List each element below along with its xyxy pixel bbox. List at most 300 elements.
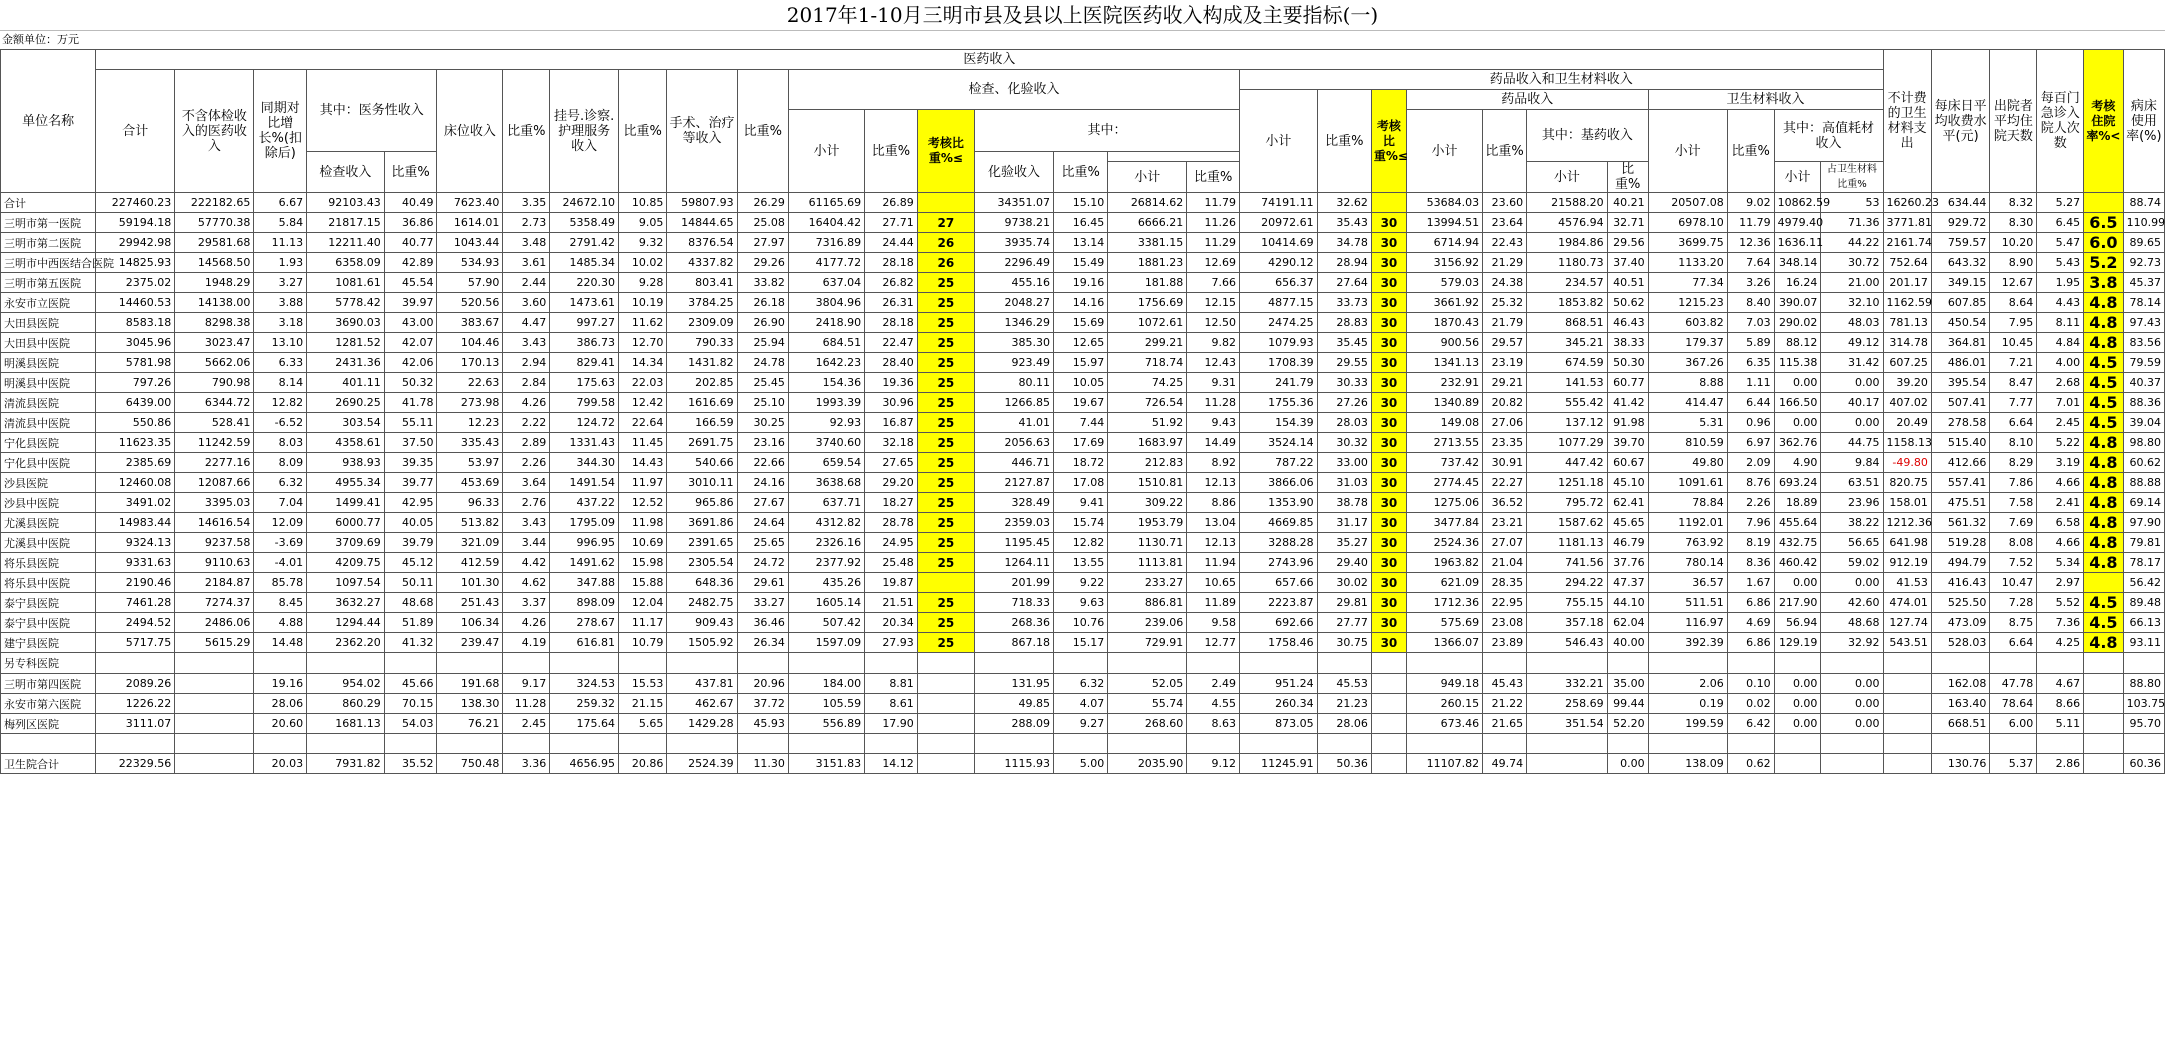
cell: 40.05 bbox=[384, 513, 437, 533]
cell: 9.82 bbox=[1187, 333, 1240, 353]
cell: 1180.73 bbox=[1527, 253, 1608, 273]
cell: 48.68 bbox=[384, 593, 437, 613]
cell bbox=[917, 734, 974, 754]
cell: 24.78 bbox=[737, 353, 788, 373]
cell: 16260.23 bbox=[1883, 193, 1931, 213]
cell: 11623.35 bbox=[96, 433, 175, 453]
cell: 2362.20 bbox=[307, 633, 385, 653]
table-row bbox=[1, 633, 2165, 653]
cell: 1510.81 bbox=[1108, 473, 1187, 493]
cell bbox=[384, 734, 437, 754]
cell: 0.00 bbox=[1821, 694, 1883, 714]
cell: 25 bbox=[917, 273, 974, 293]
cell: 41.53 bbox=[1883, 573, 1931, 593]
cell: 4.8 bbox=[2084, 473, 2124, 493]
cell: 1181.13 bbox=[1527, 533, 1608, 553]
cell: 2359.03 bbox=[974, 513, 1053, 533]
table-row bbox=[1, 233, 2165, 253]
cell: 900.56 bbox=[1406, 333, 1482, 353]
cell: 780.14 bbox=[1648, 553, 1727, 573]
cell: 2.06 bbox=[1648, 674, 1727, 694]
cell bbox=[1607, 653, 1648, 674]
cell: 1.95 bbox=[2037, 273, 2084, 293]
cell: 104.46 bbox=[437, 333, 503, 353]
cell: 1429.28 bbox=[667, 714, 737, 734]
cell: 525.50 bbox=[1931, 593, 1990, 613]
cell: 42.95 bbox=[384, 493, 437, 513]
cell: 99.44 bbox=[1607, 694, 1648, 714]
cell: 2774.45 bbox=[1406, 473, 1482, 493]
cell bbox=[1883, 714, 1931, 734]
cell: 20.03 bbox=[254, 754, 307, 774]
cell: 364.81 bbox=[1931, 333, 1990, 353]
cell bbox=[1527, 734, 1608, 754]
cell: 4.88 bbox=[254, 613, 307, 633]
cell: 1281.52 bbox=[307, 333, 385, 353]
cell: 201.99 bbox=[974, 573, 1053, 593]
cell: 32.92 bbox=[1821, 633, 1883, 653]
cell: 149.08 bbox=[1406, 413, 1482, 433]
cell: 534.93 bbox=[437, 253, 503, 273]
cell: 9.12 bbox=[1187, 754, 1240, 774]
cell: 820.75 bbox=[1883, 473, 1931, 493]
cell: 2474.25 bbox=[1240, 313, 1318, 333]
cell: 7.21 bbox=[1990, 353, 2037, 373]
cell: 11.89 bbox=[1187, 593, 1240, 613]
cell: 96.33 bbox=[437, 493, 503, 513]
cell: 607.85 bbox=[1931, 293, 1990, 313]
cell: 0.00 bbox=[1821, 373, 1883, 393]
cell: 511.51 bbox=[1648, 593, 1727, 613]
cell: 996.95 bbox=[550, 533, 619, 553]
cell: 80.11 bbox=[974, 373, 1053, 393]
table-row bbox=[1, 493, 2165, 513]
cell: 3477.84 bbox=[1406, 513, 1482, 533]
cell: 0.00 bbox=[1774, 373, 1821, 393]
cell: 47.37 bbox=[1607, 573, 1648, 593]
cell: 9.63 bbox=[1054, 593, 1108, 613]
cell: 44.75 bbox=[1821, 433, 1883, 453]
cell: 30 bbox=[1371, 533, 1406, 553]
cell: 232.91 bbox=[1406, 373, 1482, 393]
cell: 39.70 bbox=[1607, 433, 1648, 453]
cell: 437.22 bbox=[550, 493, 619, 513]
cell: 25 bbox=[917, 373, 974, 393]
cell bbox=[175, 754, 254, 774]
cell: 21.22 bbox=[1483, 694, 1527, 714]
cell: 515.40 bbox=[1931, 433, 1990, 453]
col-service-sub: 小计 bbox=[1108, 162, 1187, 193]
cell: 546.43 bbox=[1527, 633, 1608, 653]
cell: 32.62 bbox=[1317, 193, 1371, 213]
cell: 34351.07 bbox=[974, 193, 1053, 213]
cell: 6.32 bbox=[1054, 674, 1108, 694]
cell: 7.95 bbox=[1990, 313, 2037, 333]
cell: 14616.54 bbox=[175, 513, 254, 533]
cell: 39.20 bbox=[1883, 373, 1931, 393]
cell: 39.77 bbox=[384, 473, 437, 493]
cell: 7.36 bbox=[2037, 613, 2084, 633]
cell: 28.18 bbox=[865, 253, 918, 273]
cell: 303.54 bbox=[307, 413, 385, 433]
cell: 2.73 bbox=[503, 213, 550, 233]
cell: 335.43 bbox=[437, 433, 503, 453]
cell: 59194.18 bbox=[96, 213, 175, 233]
cell: 29.57 bbox=[1483, 333, 1527, 353]
cell: 8376.54 bbox=[667, 233, 737, 253]
cell: 401.11 bbox=[307, 373, 385, 393]
cell: 53.97 bbox=[437, 453, 503, 473]
cell: 8.75 bbox=[1990, 613, 2037, 633]
cell: 12.65 bbox=[1054, 333, 1108, 353]
cell: 24.64 bbox=[737, 513, 788, 533]
cell: 648.36 bbox=[667, 573, 737, 593]
cell: 1491.54 bbox=[550, 473, 619, 493]
cell bbox=[1883, 734, 1931, 754]
cell: 3804.96 bbox=[788, 293, 864, 313]
cell: 184.00 bbox=[788, 674, 864, 694]
cell: 27.07 bbox=[1483, 533, 1527, 553]
cell: 37.50 bbox=[384, 433, 437, 453]
cell: 3.27 bbox=[254, 273, 307, 293]
cell: 59.02 bbox=[1821, 553, 1883, 573]
cell: 29.55 bbox=[1317, 353, 1371, 373]
cell bbox=[1317, 734, 1371, 754]
cell: 27.64 bbox=[1317, 273, 1371, 293]
cell: 78.17 bbox=[2123, 553, 2164, 573]
cell: 78.84 bbox=[1648, 493, 1727, 513]
cell: 25 bbox=[917, 633, 974, 653]
cell: 15.69 bbox=[1054, 313, 1108, 333]
cell: 616.81 bbox=[550, 633, 619, 653]
cell: 162.08 bbox=[1931, 674, 1990, 694]
cell: 299.21 bbox=[1108, 333, 1187, 353]
cell: 38.33 bbox=[1607, 333, 1648, 353]
cell: 43.00 bbox=[384, 313, 437, 333]
cell: 32.10 bbox=[1821, 293, 1883, 313]
cell: 435.26 bbox=[788, 573, 864, 593]
cell: 50.11 bbox=[384, 573, 437, 593]
row-label: 卫生院合计 bbox=[1, 754, 96, 774]
cell: 4.47 bbox=[503, 313, 550, 333]
cell: 4669.85 bbox=[1240, 513, 1318, 533]
cell: 24.95 bbox=[865, 533, 918, 553]
cell: 474.01 bbox=[1883, 593, 1931, 613]
cell: 12211.40 bbox=[307, 233, 385, 253]
cell: 3.64 bbox=[503, 473, 550, 493]
cell bbox=[917, 694, 974, 714]
cell: 6.86 bbox=[1727, 633, 1774, 653]
cell: 30 bbox=[1371, 513, 1406, 533]
cell: 1192.01 bbox=[1648, 513, 1727, 533]
cell: 25.45 bbox=[737, 373, 788, 393]
cell: 13.55 bbox=[1054, 553, 1108, 573]
cell bbox=[175, 734, 254, 754]
cell: 42.07 bbox=[384, 333, 437, 353]
cell: 5.84 bbox=[254, 213, 307, 233]
col-hv-mat: 其中：高值耗材收入 bbox=[1774, 110, 1883, 162]
cell bbox=[974, 734, 1053, 754]
cell: 3.36 bbox=[503, 754, 550, 774]
cell: 60.62 bbox=[2123, 453, 2164, 473]
row-label: 永安市第六医院 bbox=[1, 694, 96, 714]
cell: 621.09 bbox=[1406, 573, 1482, 593]
cell: 1226.22 bbox=[96, 694, 175, 714]
cell: 8.11 bbox=[2037, 313, 2084, 333]
cell: 2161.74 bbox=[1883, 233, 1931, 253]
cell bbox=[2123, 653, 2164, 674]
cell: 10.76 bbox=[1054, 613, 1108, 633]
cell: 103.75 bbox=[2123, 694, 2164, 714]
row-label: 清流县医院 bbox=[1, 393, 96, 413]
cell: 89.65 bbox=[2123, 233, 2164, 253]
cell: 0.10 bbox=[1727, 674, 1774, 694]
cell: 45.43 bbox=[1483, 674, 1527, 694]
cell: 10.19 bbox=[619, 293, 667, 313]
table-row bbox=[1, 333, 2165, 353]
cell: 8.36 bbox=[1727, 553, 1774, 573]
cell: 949.18 bbox=[1406, 674, 1482, 694]
col-drug: 药品收入 bbox=[1406, 90, 1648, 110]
row-label: 建宁县医院 bbox=[1, 633, 96, 653]
cell: 4979.40 bbox=[1774, 213, 1821, 233]
cell: 97.43 bbox=[2123, 313, 2164, 333]
cell: 25.65 bbox=[737, 533, 788, 553]
cell: 26.34 bbox=[737, 633, 788, 653]
cell: 829.41 bbox=[550, 353, 619, 373]
row-label: 尤溪县中医院 bbox=[1, 533, 96, 553]
cell: 6.32 bbox=[254, 473, 307, 493]
cell: 88.36 bbox=[2123, 393, 2164, 413]
col-bed-use: 病床使用率(%) bbox=[2123, 50, 2164, 193]
cell: 191.68 bbox=[437, 674, 503, 694]
cell: 20507.08 bbox=[1648, 193, 1727, 213]
cell: 95.70 bbox=[2123, 714, 2164, 734]
cell: 637.71 bbox=[788, 493, 864, 513]
cell: 179.37 bbox=[1648, 333, 1727, 353]
row-label: 三明市第四医院 bbox=[1, 674, 96, 694]
cell bbox=[1371, 734, 1406, 754]
cell: 60.77 bbox=[1607, 373, 1648, 393]
cell: 324.53 bbox=[550, 674, 619, 694]
cell: 2713.55 bbox=[1406, 433, 1482, 453]
cell: 27.93 bbox=[865, 633, 918, 653]
cell: 20.82 bbox=[1483, 393, 1527, 413]
cell: 4.5 bbox=[2084, 353, 2124, 373]
cell: 48.03 bbox=[1821, 313, 1883, 333]
cell: 57.90 bbox=[437, 273, 503, 293]
cell: 8.92 bbox=[1187, 453, 1240, 473]
cell: 28.83 bbox=[1317, 313, 1371, 333]
cell: 42.06 bbox=[384, 353, 437, 373]
cell: 2190.46 bbox=[96, 573, 175, 593]
col-material: 卫生材料收入 bbox=[1648, 90, 1883, 110]
cell: 929.72 bbox=[1931, 213, 1990, 233]
cell: 27.71 bbox=[865, 213, 918, 233]
cell: 5717.75 bbox=[96, 633, 175, 653]
cell bbox=[917, 754, 974, 774]
col-exam: 检查收入 bbox=[307, 152, 385, 193]
cell: 37.76 bbox=[1607, 553, 1648, 573]
cell: 3111.07 bbox=[96, 714, 175, 734]
cell: 555.42 bbox=[1527, 393, 1608, 413]
cell: 78.14 bbox=[2123, 293, 2164, 313]
cell: 4290.12 bbox=[1240, 253, 1318, 273]
cell: 19.67 bbox=[1054, 393, 1108, 413]
cell: 239.06 bbox=[1108, 613, 1187, 633]
cell: 6358.09 bbox=[307, 253, 385, 273]
col-basic-ratio: 比重% bbox=[1607, 162, 1648, 193]
table-row bbox=[1, 533, 2165, 553]
cell: 116.97 bbox=[1648, 613, 1727, 633]
cell: 8.47 bbox=[1990, 373, 2037, 393]
cell: 2.94 bbox=[503, 353, 550, 373]
cell: 202.85 bbox=[667, 373, 737, 393]
cell: 383.67 bbox=[437, 313, 503, 333]
cell: 3935.74 bbox=[974, 233, 1053, 253]
cell: 1081.61 bbox=[307, 273, 385, 293]
cell: 455.16 bbox=[974, 273, 1053, 293]
cell: 3.44 bbox=[503, 533, 550, 553]
cell: 11.79 bbox=[1727, 213, 1774, 233]
cell: 25 bbox=[917, 553, 974, 573]
cell: 25 bbox=[917, 533, 974, 553]
col-bed-ratio: 比重% bbox=[503, 70, 550, 193]
cell: 3.8 bbox=[2084, 273, 2124, 293]
cell: 12.36 bbox=[1727, 233, 1774, 253]
cell bbox=[307, 653, 385, 674]
cell: 473.09 bbox=[1931, 613, 1990, 633]
cell: 7.96 bbox=[1727, 513, 1774, 533]
cell: 17.90 bbox=[865, 714, 918, 734]
cell: 25 bbox=[917, 453, 974, 473]
cell: 30 bbox=[1371, 573, 1406, 593]
cell bbox=[2084, 193, 2124, 213]
cell: 14460.53 bbox=[96, 293, 175, 313]
cell: 9324.13 bbox=[96, 533, 175, 553]
cell: 12087.66 bbox=[175, 473, 254, 493]
cell: 115.38 bbox=[1774, 353, 1821, 373]
cell: 4.84 bbox=[2037, 333, 2084, 353]
cell: 28.78 bbox=[865, 513, 918, 533]
cell bbox=[1821, 653, 1883, 674]
cell: 62.04 bbox=[1607, 613, 1648, 633]
cell: 2.97 bbox=[2037, 573, 2084, 593]
cell: 6.0 bbox=[2084, 233, 2124, 253]
cell: 27.65 bbox=[865, 453, 918, 473]
cell: 912.19 bbox=[1883, 553, 1931, 573]
cell: 520.56 bbox=[437, 293, 503, 313]
cell: 6.64 bbox=[1990, 633, 2037, 653]
cell: 24672.10 bbox=[550, 193, 619, 213]
table-row bbox=[1, 674, 2165, 694]
cell: 27.26 bbox=[1317, 393, 1371, 413]
cell: 0.00 bbox=[1607, 754, 1648, 774]
cell: 41.01 bbox=[974, 413, 1053, 433]
cell bbox=[2084, 754, 2124, 774]
cell: 1043.44 bbox=[437, 233, 503, 253]
cell: 29581.68 bbox=[175, 233, 254, 253]
cell: 10.85 bbox=[619, 193, 667, 213]
cell: 367.26 bbox=[1648, 353, 1727, 373]
cell: 7274.37 bbox=[175, 593, 254, 613]
cell: 220.30 bbox=[550, 273, 619, 293]
cell bbox=[667, 734, 737, 754]
cell bbox=[1931, 653, 1990, 674]
cell: 20.86 bbox=[619, 754, 667, 774]
cell: 1346.29 bbox=[974, 313, 1053, 333]
cell: 1.11 bbox=[1727, 373, 1774, 393]
cell: 49.12 bbox=[1821, 333, 1883, 353]
cell: 1431.82 bbox=[667, 353, 737, 373]
cell: 20.96 bbox=[737, 674, 788, 694]
cell: 30 bbox=[1371, 433, 1406, 453]
cell bbox=[865, 734, 918, 754]
cell: 22.63 bbox=[437, 373, 503, 393]
cell: 63.51 bbox=[1821, 473, 1883, 493]
cell: 575.69 bbox=[1406, 613, 1482, 633]
cell: 3699.75 bbox=[1648, 233, 1727, 253]
cell: 787.22 bbox=[1240, 453, 1318, 473]
cell: 50.32 bbox=[384, 373, 437, 393]
cell: 29.21 bbox=[1483, 373, 1527, 393]
cell bbox=[1883, 653, 1931, 674]
cell: 25 bbox=[917, 413, 974, 433]
cell: 12460.08 bbox=[96, 473, 175, 493]
cell bbox=[503, 653, 550, 674]
cell: 30 bbox=[1371, 213, 1406, 233]
cell: 2035.90 bbox=[1108, 754, 1187, 774]
cell: 8.64 bbox=[1990, 293, 2037, 313]
cell: 9.27 bbox=[1054, 714, 1108, 734]
cell: 6.35 bbox=[1727, 353, 1774, 373]
cell: 4.26 bbox=[503, 613, 550, 633]
cell: 260.15 bbox=[1406, 694, 1482, 714]
cell: 4.69 bbox=[1727, 613, 1774, 633]
cell: 1340.89 bbox=[1406, 393, 1482, 413]
cell bbox=[1, 734, 96, 754]
cell: 759.57 bbox=[1931, 233, 1990, 253]
col-growth: 同期对比增长%(扣除后) bbox=[254, 70, 307, 193]
cell: 278.67 bbox=[550, 613, 619, 633]
cell: 25 bbox=[917, 393, 974, 413]
cell: 1266.85 bbox=[974, 393, 1053, 413]
cell: 4.8 bbox=[2084, 333, 2124, 353]
cell: 49.80 bbox=[1648, 453, 1727, 473]
cell bbox=[667, 653, 737, 674]
cell: 7.04 bbox=[254, 493, 307, 513]
cell: 446.71 bbox=[974, 453, 1053, 473]
cell: 7.66 bbox=[1187, 273, 1240, 293]
table-row bbox=[1, 714, 2165, 734]
cell: 30 bbox=[1371, 473, 1406, 493]
cell bbox=[2037, 734, 2084, 754]
cell bbox=[1774, 734, 1821, 754]
cell bbox=[1990, 653, 2037, 674]
cell: 1881.23 bbox=[1108, 253, 1187, 273]
cell: 494.79 bbox=[1931, 553, 1990, 573]
col-noncharge: 不计费的卫生材料支出 bbox=[1883, 50, 1931, 193]
cell: 579.03 bbox=[1406, 273, 1482, 293]
cell: 259.32 bbox=[550, 694, 619, 714]
cell: 519.28 bbox=[1931, 533, 1990, 553]
cell: 2223.87 bbox=[1240, 593, 1318, 613]
cell: 9110.63 bbox=[175, 553, 254, 573]
data-table bbox=[0, 49, 2165, 774]
cell: 513.82 bbox=[437, 513, 503, 533]
cell: 14.34 bbox=[619, 353, 667, 373]
cell: 45.37 bbox=[2123, 273, 2164, 293]
